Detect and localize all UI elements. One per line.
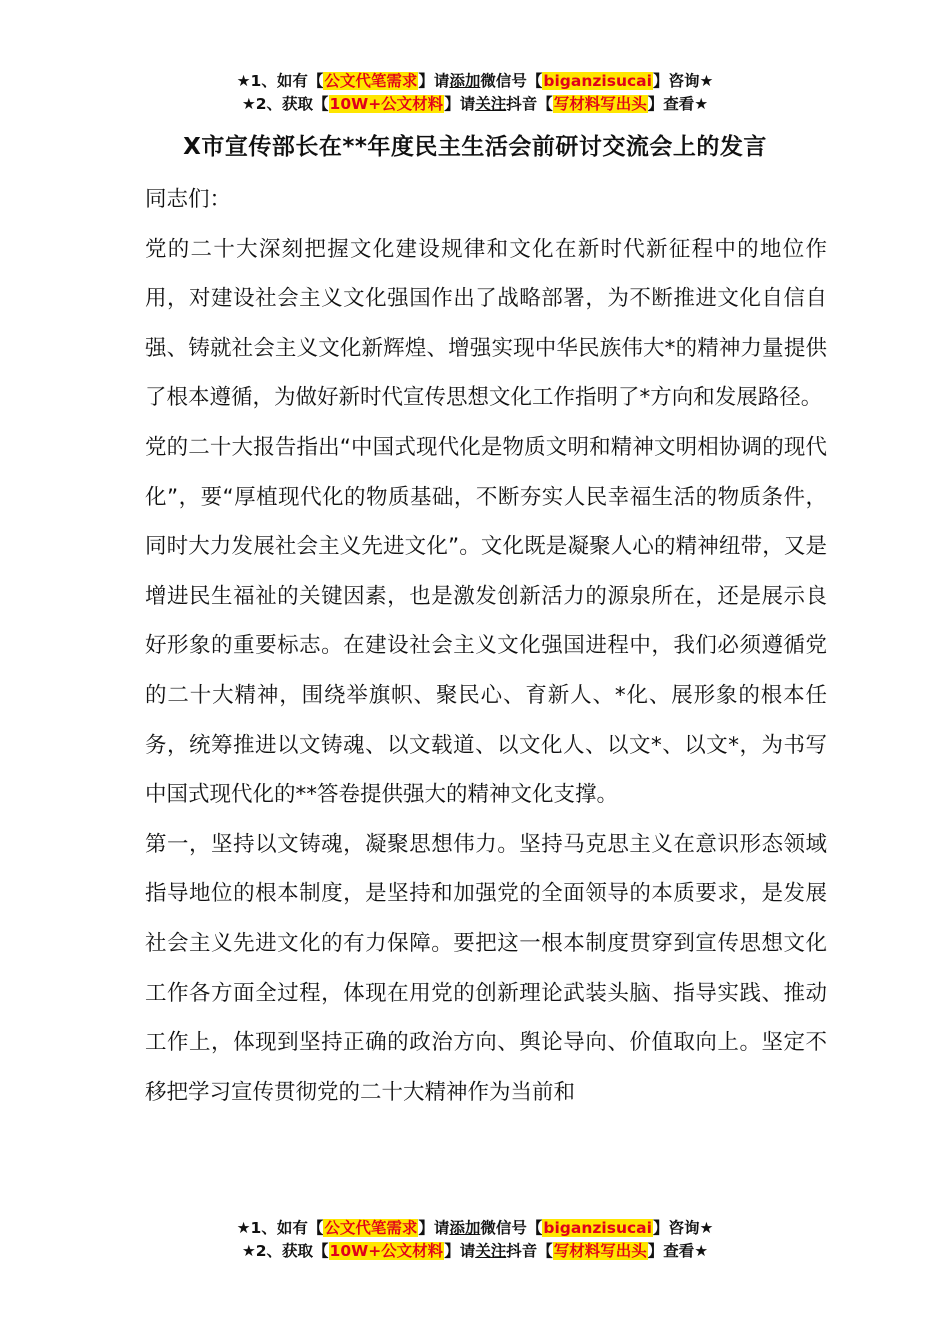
- salutation: 同志们：: [145, 187, 232, 212]
- banner-text: 】咨询★: [652, 1219, 714, 1237]
- banner-text: 抖音【: [506, 1242, 553, 1260]
- banner-text: 】查看★: [647, 1242, 709, 1260]
- banner-text: ★1、如有【: [236, 72, 324, 90]
- banner-line-1: [0, 1217, 950, 1240]
- banner-text: ★2、获取【: [241, 1242, 329, 1260]
- banner-text: 】请: [418, 72, 450, 90]
- banner-text: 】请: [444, 95, 476, 113]
- banner-text: 微信号【: [480, 1219, 543, 1237]
- banner-underlined: 添加: [449, 72, 481, 90]
- banner-text: 】请: [418, 1219, 450, 1237]
- banner-line-1: [0, 70, 950, 93]
- document-body: [145, 175, 827, 1117]
- document-title: X市宣传部长在**年度民主生活会前研讨交流会上的发言: [183, 134, 767, 160]
- banner-highlight: 10W+公文材料: [329, 95, 444, 113]
- banner-text: 】咨询★: [652, 72, 714, 90]
- banner-highlight: 公文代笔需求: [324, 72, 418, 90]
- body-paragraph: 党的二十大报告指出“中国式现代化是物质文明和精神文明相协调的现代化”，要“厚植现代化的物质基础，不断夯实人民幸福生活的物质条件，同时大力发展社会主义先进文化”。文化既是凝聚人心的精神纽带，又是增进民生福祉的关键因素，也是激发创新活力的源泉所在，还是展示良好形象的重要标志。在建设社会主义文化强国进程中，我们必须遵循党的二十大精神，围绕举旗帜、聚民心、育新人、*化、展形象的根本任务，统筹推进以文铸魂、以文载道、以文化人、以文*、以文*，为书写中国式现代化的**答卷提供强大的精神文化支撑。: [145, 434, 827, 808]
- banner-text: 】查看★: [647, 95, 709, 113]
- banner-highlight: biganzisucai: [543, 72, 652, 90]
- banner-highlight: 公文代笔需求: [324, 1219, 418, 1237]
- banner-text: ★1、如有【: [236, 1219, 324, 1237]
- banner-text: 】请: [444, 1242, 476, 1260]
- banner-underlined: 关注: [475, 95, 507, 113]
- footer-banner: [0, 1217, 950, 1263]
- banner-text: 抖音【: [506, 95, 553, 113]
- banner-underlined: 关注: [475, 1242, 507, 1260]
- body-paragraph: 党的二十大深刻把握文化建设规律和文化在新时代新征程中的地位作用，对建设社会主义文化强国作出了战略部署，为不断推进文化自信自强、铸就社会主义文化新辉煌、增强实现中华民族伟大*的精神力量提供了根本遵循，为做好新时代宣传思想文化工作指明了*方向和发展路径。: [145, 236, 827, 411]
- banner-line-2: [0, 1240, 950, 1263]
- banner-highlight: 写材料写出头: [553, 95, 647, 113]
- banner-highlight: 写材料写出头: [553, 1242, 647, 1260]
- banner-underlined: 添加: [449, 1219, 481, 1237]
- banner-line-2: [0, 93, 950, 116]
- banner-text: ★2、获取【: [241, 95, 329, 113]
- banner-highlight: biganzisucai: [543, 1219, 652, 1237]
- header-banner: [0, 70, 950, 116]
- body-paragraph: 第一，坚持以文铸魂，凝聚思想伟力。坚持马克思主义在意识形态领域指导地位的根本制度，是坚持和加强党的全面领导的本质要求，是发展社会主义先进文化的有力保障。要把这一根本制度贯穿到宣传思想文化工作各方面全过程，体现在用党的创新理论武装头脑、指导实践、推动工作上，体现到坚持正确的政治方向、舆论导向、价值取向上。坚定不移把学习宣传贯彻党的二十大精神作为当前和: [145, 831, 827, 1105]
- banner-highlight: 10W+公文材料: [329, 1242, 444, 1260]
- banner-text: 微信号【: [480, 72, 543, 90]
